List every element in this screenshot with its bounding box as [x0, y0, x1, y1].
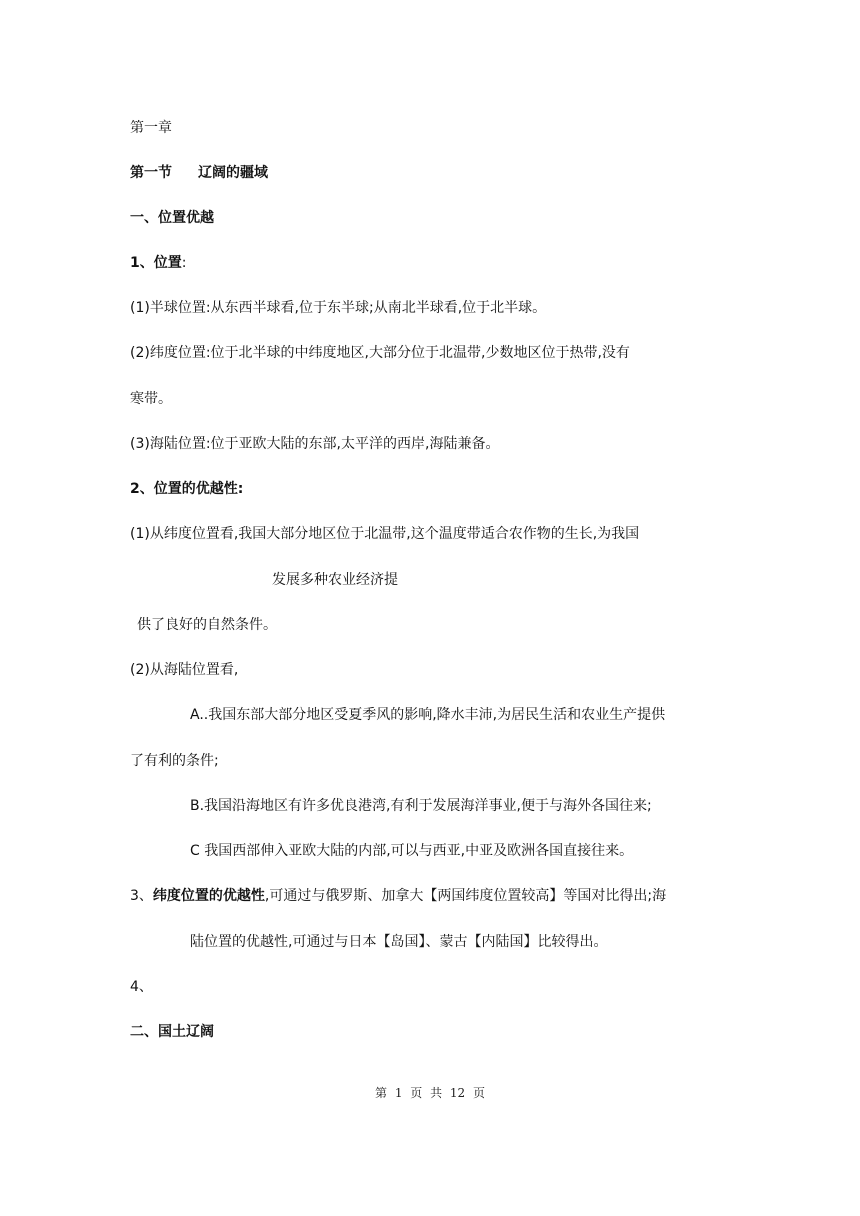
- latitude-position-line2: 寒带。: [130, 391, 172, 407]
- item-4: 4、: [130, 979, 153, 995]
- advantage-c: C 我国西部伸入亚欧大陆的内部,可以与西亚,中亚及欧洲各国直接往来。: [190, 843, 634, 859]
- advantage-a-line2: 了有利的条件;: [130, 753, 219, 769]
- hemisphere-position: (1)半球位置:从东西半球看,位于东半球;从南北半球看,位于北半球。: [130, 300, 547, 316]
- section-title: 辽阔的疆域: [198, 165, 268, 181]
- land-sea-position: (3)海陆位置:位于亚欧大陆的东部,太平洋的西岸,海陆兼备。: [130, 436, 500, 452]
- section-number: 第一节: [130, 165, 172, 181]
- comparison-line1: [130, 886, 666, 906]
- page-footer: 第 1 页 共 12 页: [375, 1086, 485, 1100]
- heading-vast-territory: 二、国土辽阔: [130, 1024, 214, 1040]
- subheading-position-colon: :: [181, 255, 187, 271]
- latitude-advantage-line3: 供了良好的自然条件。: [137, 617, 277, 633]
- subheading-position: [130, 253, 186, 273]
- latitude-position-line1: (2)纬度位置:位于北半球的中纬度地区,大部分位于北温带,少数地区位于热带,没有: [130, 345, 630, 361]
- subheading-position-label: 1、位置: [130, 255, 182, 271]
- section-heading: [130, 163, 268, 183]
- land-sea-advantage-intro: (2)从海陆位置看,: [130, 662, 239, 678]
- latitude-advantage-line2: 发展多种农业经济提: [272, 572, 398, 588]
- advantage-b: B.我国沿海地区有许多优良港湾,有利于发展海洋事业,便于与海外各国往来;: [190, 798, 652, 814]
- heading-position-superiority: 2、位置的优越性:: [130, 481, 244, 497]
- chapter-title: 第一章: [130, 120, 172, 136]
- comparison-number: 3、: [130, 888, 153, 904]
- latitude-advantage-line1: (1)从纬度位置看,我国大部分地区位于北温带,这个温度带适合农作物的生长,为我国: [130, 526, 640, 542]
- advantage-a-line1: A..我国东部大部分地区受夏季风的影响,降水丰沛,为居民生活和农业生产提供: [190, 707, 666, 723]
- comparison-bold: 纬度位置的优越性: [152, 888, 265, 904]
- comparison-rest: ,可通过与俄罗斯、加拿大【两国纬度位置较高】等国对比得出;海: [264, 888, 667, 904]
- comparison-line2: 陆位置的优越性,可通过与日本【岛国】、蒙古【内陆国】比较得出。: [190, 934, 608, 950]
- heading-position-advantage: 一、位置优越: [130, 210, 214, 226]
